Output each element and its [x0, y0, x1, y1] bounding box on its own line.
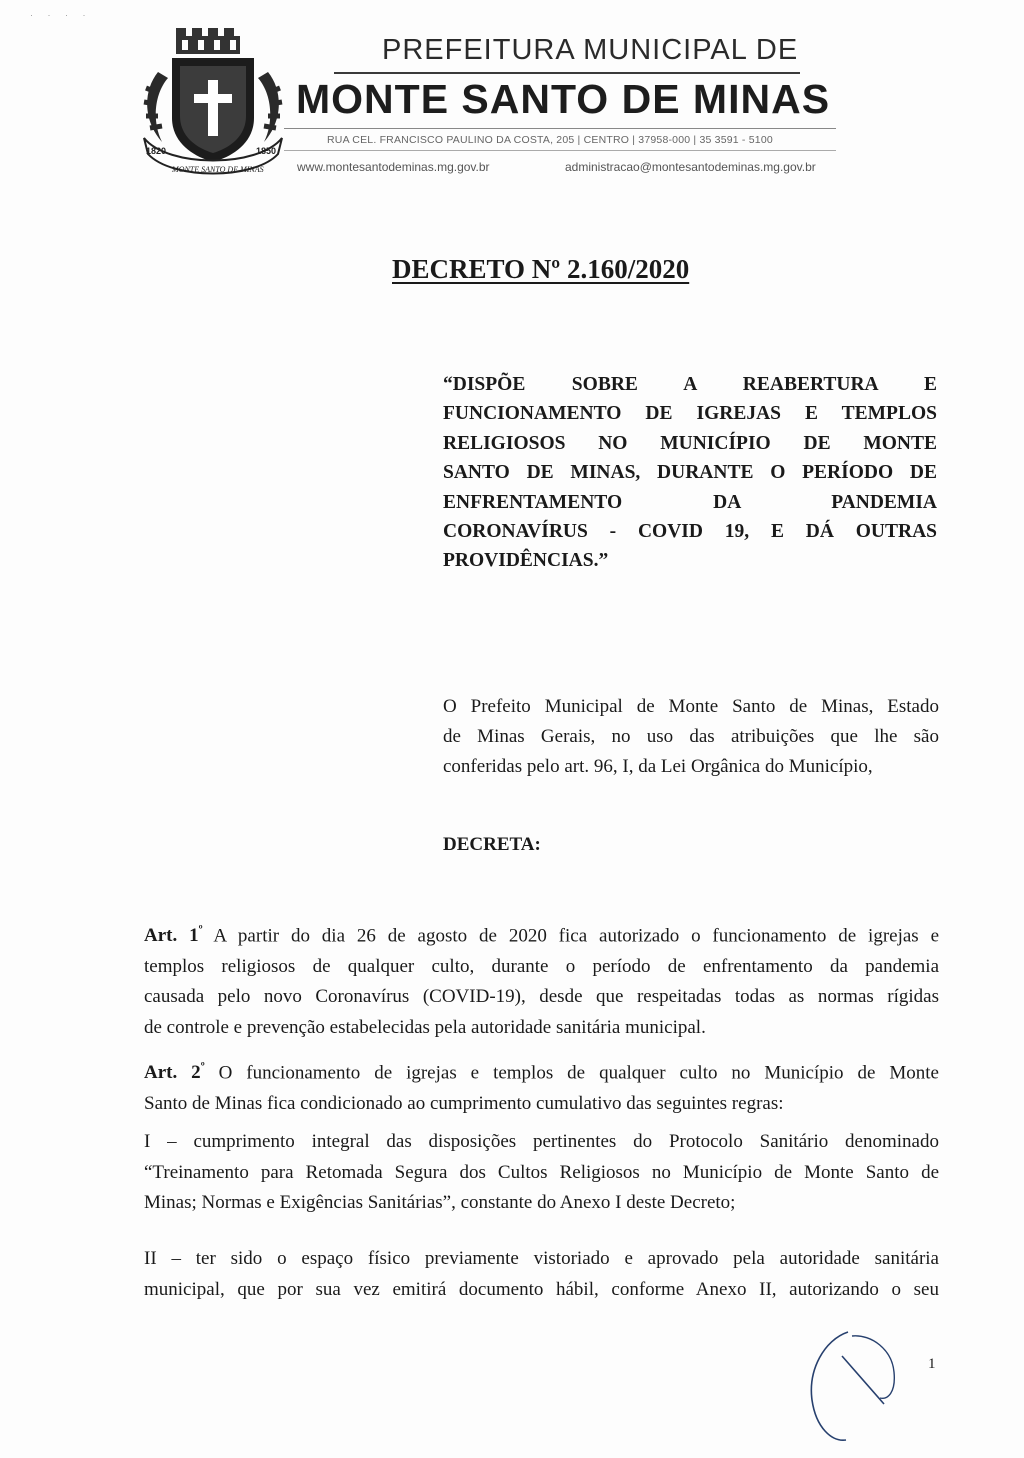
item-ii-line: II – ter sido o espaço físico previamente vistoriado e aprovado pela autoridade sanitária: [144, 1248, 939, 1269]
item-i-line: “Treinamento para Retomada Segura dos Cultos Religiosos no Município de Monte Santo de: [144, 1161, 939, 1183]
item-i: [144, 1127, 939, 1219]
decreta-heading: DECRETA:: [443, 834, 541, 855]
preamble-line: O Prefeito Municipal de Monte Santo de Minas, Estado: [443, 696, 939, 717]
item-ii-line: municipal, que por sua vez emitirá documento hábil, conforme Anexo II, autorizando o seu: [144, 1278, 939, 1300]
ementa-line: FUNCIONAMENTO DE IGREJAS E TEMPLOS: [443, 403, 937, 425]
handwritten-rubric-signature: [802, 1326, 898, 1448]
ementa-line: CORONAVÍRUS - COVID 19, E DÁ OUTRAS: [443, 521, 937, 543]
crest-year-right: 1850: [256, 146, 277, 156]
letterhead-rule: [334, 72, 800, 74]
item-ii: [144, 1244, 939, 1305]
article-1-line: [144, 915, 939, 952]
letterhead-divider: [284, 128, 836, 129]
page-number: 1: [928, 1356, 936, 1372]
article-1: [144, 915, 939, 1043]
ementa-line: PROVIDÊNCIAS.”: [443, 550, 609, 572]
decree-title: DECRETO Nº 2.160/2020: [392, 254, 690, 284]
scan-specks: · · · ·: [30, 10, 92, 20]
article-1-line: templos religiosos de qualquer culto, durante o período de enfrentamento da pandemia: [144, 955, 939, 977]
article-2-text: O funcionamento de igrejas e templos de qualquer culto no Município de Monte: [204, 1062, 939, 1084]
article-2-label: Art. $2^º$: [144, 1060, 205, 1084]
crest-banner: MONTE SANTO DE MINAS: [172, 165, 264, 174]
decree-ementa: [443, 370, 937, 576]
letterhead-website: www.montesantodeminas.mg.gov.br: [297, 160, 490, 174]
article-1-label: Art. $1^º$: [144, 923, 203, 947]
municipal-crest-icon: [138, 22, 288, 180]
article-2-line: [144, 1052, 939, 1089]
article-1-text: A partir do dia 26 de agosto de 2020 fica autorizado o funcionamento de igrejas e: [202, 925, 940, 947]
preamble-line: de Minas Gerais, no uso das atribuições que lhe são: [443, 726, 939, 747]
item-i-line: Minas; Normas e Exigências Sanitárias”, constante do Anexo I deste Decreto;: [144, 1192, 736, 1213]
article-1-line: de controle e prevenção estabelecidas pela autoridade sanitária municipal.: [144, 1016, 706, 1038]
preamble-line: conferidas pelo art. 96, I, da Lei Orgânica do Município,: [443, 756, 873, 777]
ementa-line: SANTO DE MINAS, DURANTE O PERÍODO DE: [443, 462, 937, 484]
article-1-line: causada pelo novo Coronavírus (COVID-19), desde que respeitadas todas as normas rígidas: [144, 986, 939, 1008]
crest-year-left: 1820: [146, 146, 167, 156]
letterhead-email: administracao@montesantodeminas.mg.gov.br: [565, 160, 816, 174]
article-2-line: Santo de Minas fica condicionado ao cumprimento cumulativo das seguintes regras:: [144, 1092, 784, 1114]
letterhead-divider: [284, 150, 836, 151]
decree-preamble: [443, 692, 939, 782]
letterhead-address: RUA CEL. FRANCISCO PAULINO DA COSTA, 205 | CENTRO | 37958-000 | 35 3591 - 5100: [327, 134, 773, 146]
ementa-line: ENFRENTAMENTO DA PANDEMIA: [443, 491, 937, 513]
ementa-line: RELIGIOSOS NO MUNICÍPIO DE MONTE: [443, 432, 937, 454]
item-i-line: I – cumprimento integral das disposições pertinentes do Protocolo Sanitário denominado: [144, 1131, 939, 1152]
article-2: [144, 1052, 939, 1119]
ementa-line: “DISPÕE SOBRE A REABERTURA E: [443, 374, 937, 395]
letterhead-title: PREFEITURA MUNICIPAL DE: [382, 34, 799, 66]
letterhead-municipality-name: MONTE SANTO DE MINAS: [296, 76, 831, 122]
